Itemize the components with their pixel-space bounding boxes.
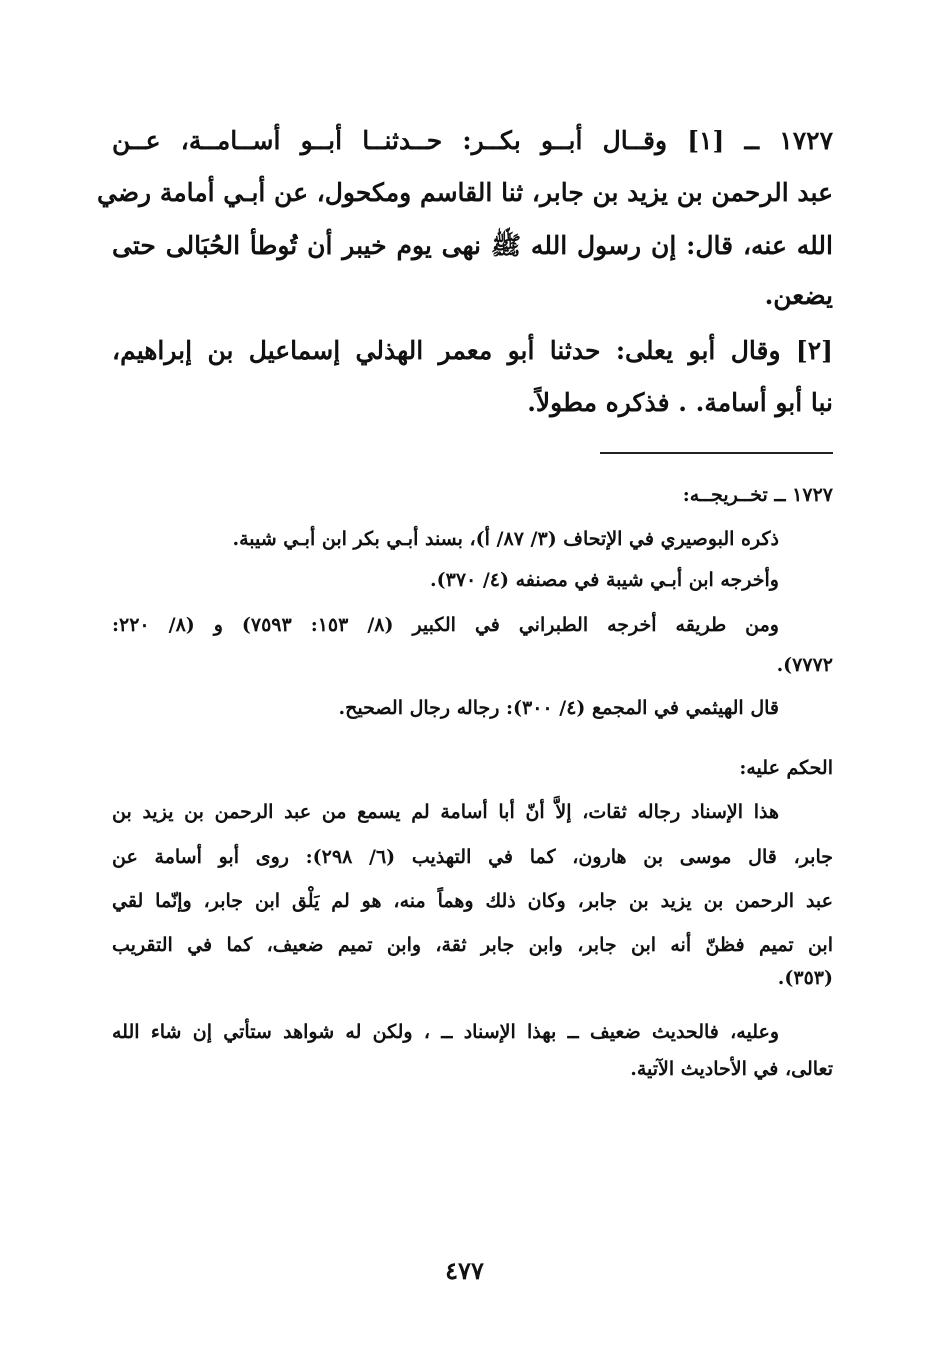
hadith-line: ١٧٢٧ ــ [١] وقــال أبــو بكــر: حــدثنــا أبــو أســامــة، عــن — [112, 126, 834, 155]
ruling-line: وعليه، فالحديث ضعيف ــ بهذا الإسناد ــ ، ولكن له شواهد ستأتي إن شاء الله — [112, 1021, 779, 1043]
footnote-line: ذكره البوصيري في الإتحاف (٣/ ٨٧/ أ)، بسند أبـي بكر ابن أبـي شيبة. — [232, 528, 779, 550]
ruling-line: جابر، قال موسى بن هارون، كما في التهذيب (٦/ ٢٩٨): روى أبو أسامة عن — [112, 846, 834, 868]
footnote-line: قال الهيثمي في المجمع (٤/ ٣٠٠): رجاله رجال الصحيح. — [338, 697, 779, 719]
takhrij-heading: ١٧٢٧ ــ تخــريجــه: — [682, 484, 833, 506]
ruling-line: تعالى، في الأحاديث الآتية. — [630, 1058, 833, 1080]
ruling-line: عبد الرحمن بن يزيد بن جابر، وكان ذلك وهماً منه، هو لم يَلْق ابن جابر، وإنّما لقي — [112, 890, 833, 912]
ruling-line: ابن تميم فظنّ أنه ابن جابر، وابن جابر ثقة، وابن تميم ضعيف، كما في التقريب — [112, 934, 833, 956]
hadith-line: نبا أبو أسامة. . فذكره مطولاً. — [527, 388, 833, 417]
ruling-line: (٣٥٣). — [777, 967, 833, 989]
footnote-separator — [600, 452, 833, 454]
footnote-line: ومن طريقه أخرجه الطبراني في الكبير (٨/ ١٥٣: ٧٥٩٣) و (٨/ ٢٢٠: — [112, 614, 779, 636]
ruling-heading: الحكم عليه: — [739, 757, 833, 779]
hadith-line: الله عنه، قال: إن رسول الله ﷺ نهى يوم خيبر أن تُوطأ الحُبَالى حتى — [112, 231, 833, 260]
footnote-line: وأخرجه ابن أبـي شيبة في مصنفه (٤/ ٣٧٠). — [430, 569, 779, 591]
page-number: ٤٧٧ — [445, 1256, 484, 1285]
hadith-line: عبد الرحمن بن يزيد بن جابر، ثنا القاسم ومكحول، عن أبـي أمامة رضي — [96, 178, 833, 207]
hadith-line: يضعن. — [764, 281, 833, 310]
hadith-line: [٢] وقال أبو يعلى: حدثنا أبو معمر الهذلي إسماعيل بن إبراهيم، — [112, 336, 833, 365]
ruling-line: هذا الإسناد رجاله ثقات، إلاَّ أنّ أبا أسامة لم يسمع من عبد الرحمن بن يزيد بن — [112, 801, 779, 823]
footnote-line: ٧٧٧٢). — [776, 654, 833, 676]
